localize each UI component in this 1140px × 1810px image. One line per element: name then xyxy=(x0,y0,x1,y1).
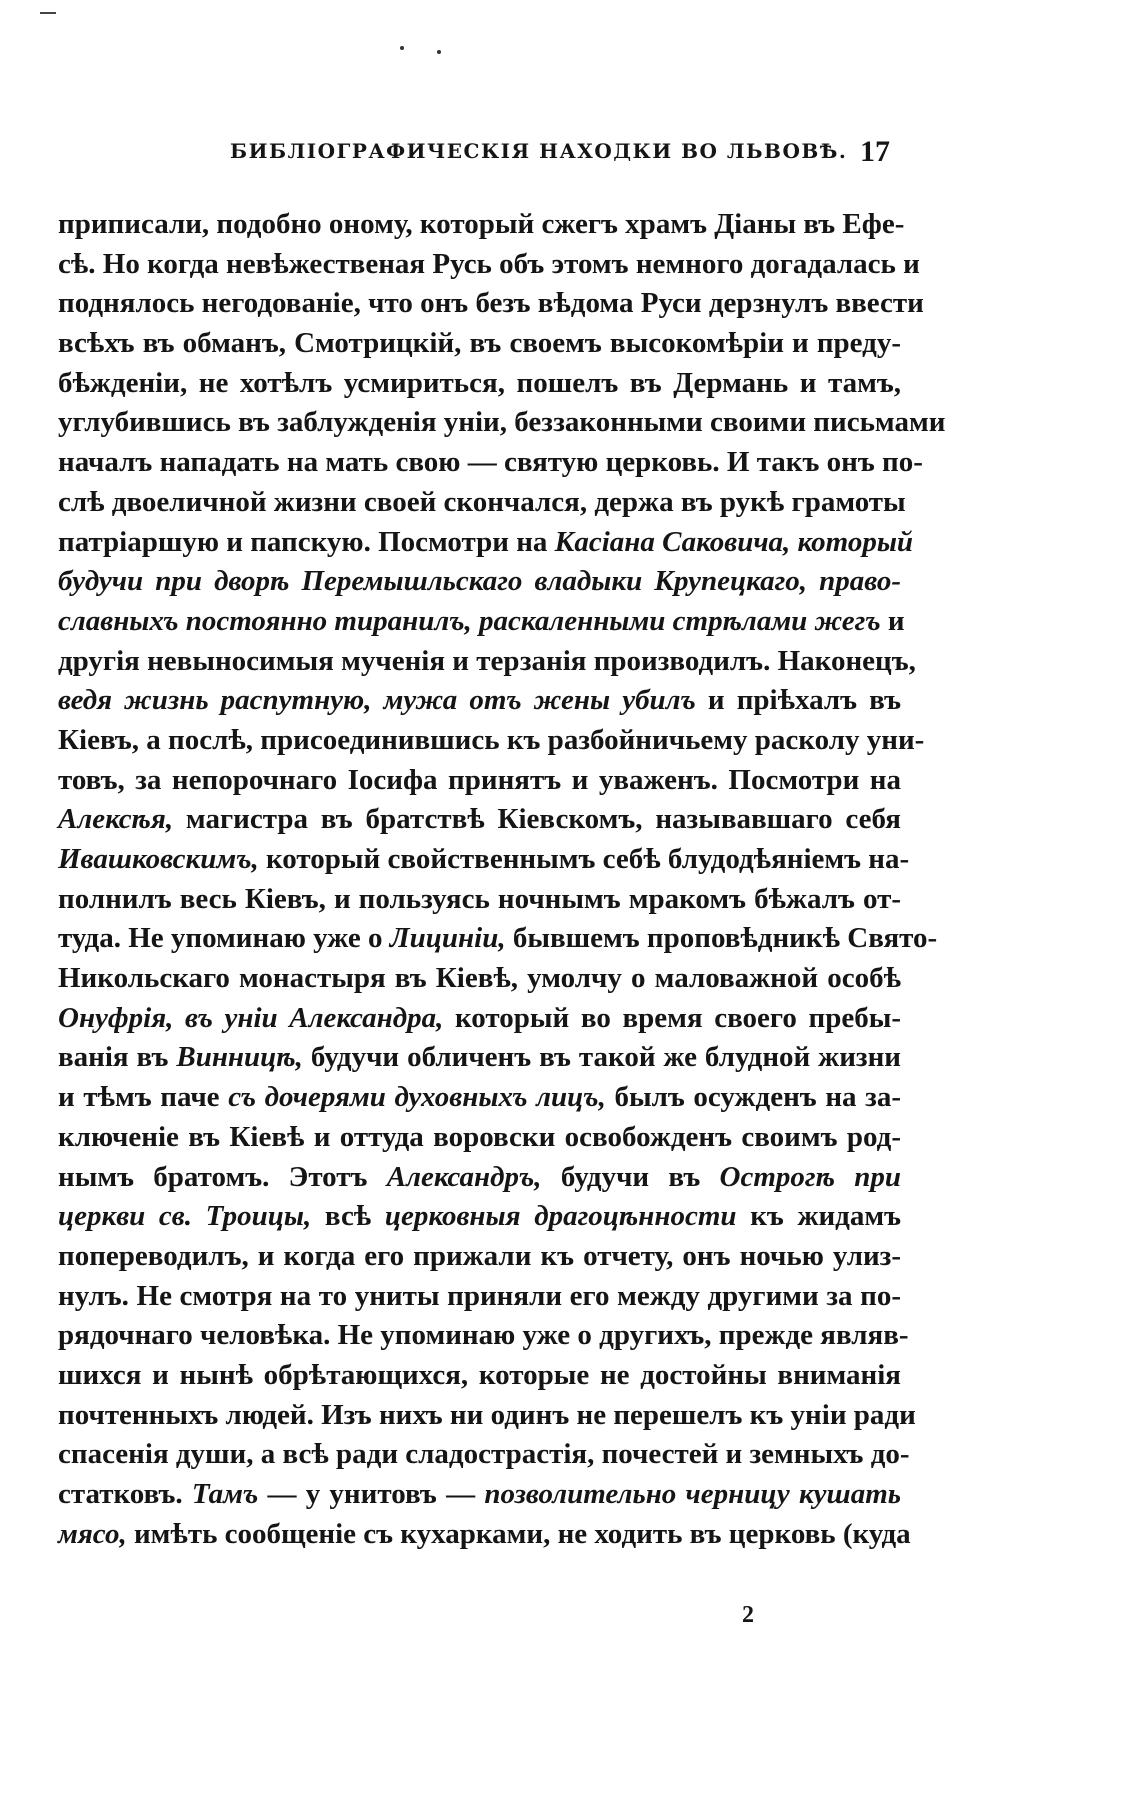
text-line xyxy=(58,1515,911,1555)
text-line xyxy=(58,245,920,285)
text-run: другія невыносимыя мученія и терзанія производилъ. Наконецъ, xyxy=(58,644,916,677)
italic-text-run: Острогѣ при xyxy=(719,1160,901,1193)
text-run: шихся и нынѣ обрѣтающихся, которые не достойны вниманія xyxy=(58,1358,901,1391)
text-run: слѣ двоеличной жизни своей скончался, держа въ рукѣ грамоты xyxy=(58,485,906,518)
text-line xyxy=(58,483,906,523)
text-run: Никольскаго монастыря въ Кіевѣ, умолчу о маловажной особѣ xyxy=(58,962,901,995)
text-run: будучи обличенъ въ такой же блудной жизни xyxy=(302,1041,901,1074)
italic-text-run: Винницѣ, xyxy=(176,1041,303,1074)
italic-text-run: съ дочерями духовныхъ лицъ, xyxy=(228,1081,606,1114)
text-line xyxy=(58,523,914,563)
text-line xyxy=(58,999,901,1039)
text-line xyxy=(58,1356,901,1396)
italic-text-run: Алексѣя, xyxy=(58,803,174,836)
text-line xyxy=(58,562,901,602)
text-line xyxy=(58,403,946,443)
text-run: былъ осужденъ на за- xyxy=(605,1081,901,1114)
text-run: магистра въ братствѣ Кіевскомъ, называвшаго себя xyxy=(173,803,901,836)
text-run: всѣ xyxy=(311,1200,385,1233)
text-run: спасенія души, а всѣ ради сладострастія, почестей и земныхъ до- xyxy=(58,1438,910,1471)
italic-text-run: будучи при дворѣ Перемышльскаго владыки Крупецкаго, право- xyxy=(58,565,901,598)
italic-text-run: славныхъ постоянно тиранилъ, раскаленными стрѣлами жегъ xyxy=(58,604,881,637)
text-run: ванія въ xyxy=(58,1041,177,1074)
italic-text-run: Александръ, xyxy=(386,1160,542,1193)
scan-corner-mark xyxy=(40,12,56,14)
text-run: ключеніе въ Кіевѣ и оттуда воровски освобожденъ своимъ род- xyxy=(58,1120,901,1153)
text-run: рядочнаго человѣка. Не упоминаю уже о другихъ, прежде являв- xyxy=(58,1319,909,1352)
running-title: БИБЛІОГРАФИЧЕСКІЯ НАХОДКИ ВО ЛЬВОВѢ. xyxy=(230,139,848,163)
text-run: туда. Не упоминаю уже о xyxy=(58,922,390,955)
text-run: Кіевъ, а послѣ, присоединившись къ разбойничьему расколу уни- xyxy=(58,723,925,756)
text-run: нулъ. Не смотря на то униты приняли его между другими за по- xyxy=(58,1279,901,1312)
text-run: — у унитовъ — xyxy=(258,1478,485,1510)
text-run: бывшемъ проповѣдникѣ Свято- xyxy=(505,922,938,955)
text-line xyxy=(58,1078,901,1118)
text-run: полнилъ весь Кіевъ, и пользуясь ночнымъ мракомъ бѣжалъ от- xyxy=(58,882,901,915)
text-run: всѣхъ въ обманъ, Смотрицкій, въ своемъ высокомѣріи и преду- xyxy=(58,327,901,360)
page-header xyxy=(230,135,890,175)
body-text xyxy=(58,205,946,1554)
text-run: и тѣмъ паче xyxy=(58,1081,229,1114)
text-run: который во время своего пребы- xyxy=(443,1001,901,1034)
text-line xyxy=(58,642,916,682)
scan-speck xyxy=(437,50,441,54)
text-line xyxy=(58,919,938,959)
text-run: и xyxy=(880,604,905,637)
text-run: и пріѣхалъ въ xyxy=(695,684,901,717)
italic-text-run: Касіана Саковича, который xyxy=(554,525,914,558)
italic-text-run: ведя жизнь распутную, мужа отъ жены убилъ xyxy=(58,684,696,717)
text-run: попереводилъ, и когда его прижали къ отчету, онъ ночью улиз- xyxy=(58,1239,901,1272)
text-run: началъ нападать на мать свою — святую церковь. И такъ онъ по- xyxy=(58,446,923,479)
text-run: почтенныхъ людей. Изъ нихъ ни одинъ не перешелъ къ уніи ради xyxy=(58,1398,916,1431)
text-run: къ жидамъ xyxy=(736,1200,902,1233)
text-run: углубившись въ заблужденія уніи, беззаконными своими письмами xyxy=(58,406,946,439)
text-line xyxy=(58,205,905,245)
italic-text-run: позволительно черницу кушать xyxy=(484,1478,902,1510)
text-line xyxy=(58,721,925,761)
text-line xyxy=(58,800,901,840)
text-line xyxy=(58,681,901,721)
text-line xyxy=(58,1396,916,1436)
text-line xyxy=(58,840,910,880)
text-run: который свойственнымъ себѣ блудодѣяніемъ на- xyxy=(258,843,910,875)
italic-text-run: церковныя драгоцѣнности xyxy=(384,1200,737,1233)
page-number: 17 xyxy=(860,135,890,168)
text-run: поднялось негодованіе, что онъ безъ вѣдома Руси дерзнулъ ввести xyxy=(58,287,924,320)
italic-text-run: Тамъ xyxy=(191,1478,259,1510)
text-line xyxy=(58,1197,901,1237)
italic-text-run: церкви св. Троицы, xyxy=(58,1200,312,1233)
text-line xyxy=(58,1118,901,1158)
text-line xyxy=(58,1475,901,1515)
text-line xyxy=(58,1237,901,1277)
text-line xyxy=(58,1158,901,1198)
text-run: статковъ. xyxy=(58,1478,192,1510)
text-line xyxy=(58,959,901,999)
text-run: будучи въ xyxy=(541,1160,720,1193)
text-run: патріаршую и папскую. Посмотри на xyxy=(58,525,555,558)
italic-text-run: Ивашковскимъ, xyxy=(58,843,259,875)
text-line xyxy=(58,1038,901,1078)
text-run: нымъ братомъ. Этотъ xyxy=(58,1160,387,1193)
text-run: имѣть сообщеніе съ кухарками, не ходить въ церковь (куда xyxy=(126,1517,911,1550)
italic-text-run: Лицинiи, xyxy=(389,922,506,955)
text-line xyxy=(58,1277,901,1317)
text-line xyxy=(58,443,923,483)
text-line xyxy=(58,761,901,801)
italic-text-run: Онуфрія, въ уніи Александра, xyxy=(58,1001,444,1034)
text-line xyxy=(58,364,901,404)
text-line xyxy=(58,1435,910,1475)
text-line xyxy=(58,1316,909,1356)
text-run: приписали, подобно оному, который сжегъ храмъ Діаны въ Ефе- xyxy=(58,208,905,240)
text-line xyxy=(58,324,901,364)
text-line xyxy=(58,602,905,642)
italic-text-run: мясо, xyxy=(58,1517,127,1550)
text-run: сѣ. Но когда невѣжественая Русь объ этомъ немного догадалась и xyxy=(58,247,920,280)
signature-mark: 2 xyxy=(742,1602,754,1628)
text-line xyxy=(58,880,901,920)
text-run: бѣжденіи, не хотѣлъ усмириться, пошелъ въ Дермань и тамъ, xyxy=(58,366,901,399)
text-run: товъ, за непорочнаго Іосифа принятъ и уваженъ. Посмотри на xyxy=(58,763,901,796)
text-line xyxy=(58,284,924,324)
scan-speck xyxy=(400,46,404,50)
